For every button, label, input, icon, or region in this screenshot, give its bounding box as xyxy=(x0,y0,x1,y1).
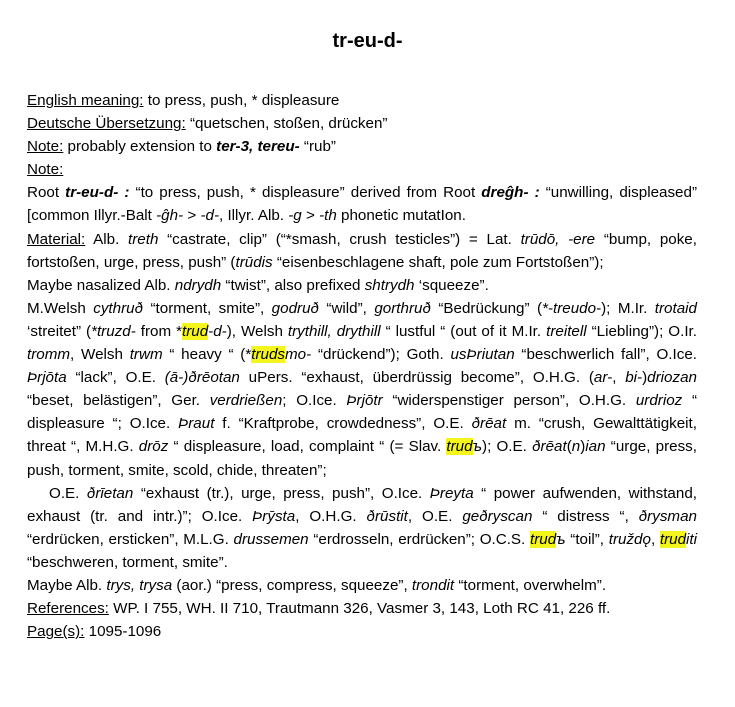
welsh-text: “widerspenstiger person”, O.H.G. xyxy=(382,392,636,410)
maybe-text: Maybe Alb. xyxy=(27,576,107,594)
material-text: “eisenbeschlagene shaft, pole zum Fortstoßen”); xyxy=(272,253,604,271)
maybe-form: ndrydh xyxy=(174,276,222,294)
welsh-text: “wild”, xyxy=(318,299,375,317)
maybe-text: “torment, overwhelm”. xyxy=(454,576,607,594)
welsh-text: f. “Kraftprobe, crowdedness”, O.E. xyxy=(214,415,472,433)
welsh-form: ðrēat xyxy=(532,438,567,456)
root-form: dreĝh- : xyxy=(481,184,540,202)
welsh-form: gorthruð xyxy=(374,299,431,317)
highlighted-trud: trud xyxy=(659,530,687,548)
welsh-form: -d- xyxy=(208,322,227,340)
material-paragraph xyxy=(27,228,697,274)
english-meaning-text: to press, push, * displeasure xyxy=(143,92,340,109)
welsh-form: Þraut xyxy=(178,415,215,433)
welsh-text: ); M.Ir. xyxy=(601,299,655,317)
welsh-text: “lack”, O.E. xyxy=(66,369,165,387)
welsh-form: Þrjōta xyxy=(27,369,67,387)
oe-text: , xyxy=(650,530,660,548)
oe-text: “erdrücken, ersticken”, M.L.G. xyxy=(27,530,234,548)
oe-form: geðryscan xyxy=(462,507,533,525)
oe-text: , O.H.G. xyxy=(295,507,367,525)
note-label: Note: xyxy=(27,138,64,156)
welsh-text: ‘streitet” ( xyxy=(27,322,92,340)
material-text: “castrate, clip” (“*smash, crush testicles”) = Lat. xyxy=(158,230,521,248)
oe-form: Þreyta xyxy=(429,484,474,502)
welsh-form: ðrēat xyxy=(471,415,507,433)
welsh-text: “beset, belästigen”, Ger. xyxy=(27,392,210,410)
root-form-italic: -th xyxy=(319,207,337,225)
highlighted-trud: trud xyxy=(446,438,473,456)
oe-text: “toil”, xyxy=(565,530,609,548)
root-text: phonetic mutatIon. xyxy=(336,207,466,225)
pages-line xyxy=(27,620,697,643)
maybe-text: ‘squeeze”. xyxy=(414,276,489,294)
entry-body xyxy=(27,89,697,643)
oe-form: Þrȳsta xyxy=(252,507,296,525)
welsh-form: treitell xyxy=(546,322,587,340)
root-text: , Illyr. Alb. xyxy=(219,207,289,225)
welsh-text: “Liebling”); O.Ir. xyxy=(586,322,697,340)
welsh-form: ian xyxy=(585,438,606,456)
welsh-form: trwm xyxy=(129,346,163,364)
maybe-form: trys, trysa xyxy=(106,576,173,594)
welsh-text: “ displeasure, load, complaint “ (= Slav. xyxy=(168,438,447,456)
welsh-text: ) xyxy=(580,438,586,456)
root-form-italic: -ĝh- xyxy=(156,207,184,225)
welsh-form: (ā-)ðrēotan xyxy=(164,369,240,387)
root-text: > xyxy=(183,207,201,225)
note-label-2: Note: xyxy=(27,161,64,179)
oe-text: , O.E. xyxy=(407,507,463,525)
welsh-form: verdrießen xyxy=(209,392,283,410)
material-form: treth xyxy=(128,230,159,248)
oe-text: “beschweren, torment, smite”. xyxy=(27,553,228,571)
highlighted-truds: truds xyxy=(251,346,286,364)
english-meaning-line xyxy=(27,89,697,112)
welsh-text: ) xyxy=(642,369,648,387)
welsh-text: from * xyxy=(135,322,182,340)
welsh-form: drōz xyxy=(138,438,169,456)
welsh-form: *-treudo- xyxy=(542,299,602,317)
welsh-text: “torment, smite”, xyxy=(143,299,272,317)
material-form: trūdis xyxy=(235,253,273,271)
maybe-text: Maybe nasalized Alb. xyxy=(27,276,175,294)
root-paragraph xyxy=(27,181,697,227)
material-text: “bump, poke, fortstoßen, urge, press, push” ( xyxy=(27,230,697,271)
note-text-end: “rub” xyxy=(299,138,336,156)
german-translation-line xyxy=(27,112,697,135)
welsh-text: ( xyxy=(566,438,572,456)
material-form: trūdō, -ere xyxy=(520,230,596,248)
welsh-text: “drückend”); Goth. xyxy=(311,346,451,364)
oe-form: ðrysman xyxy=(638,507,697,525)
welsh-form: cythruð xyxy=(93,299,144,317)
oe-text: “erdrosseln, erdrücken”; O.C.S. xyxy=(308,530,530,548)
welsh-form: tromm xyxy=(27,346,71,364)
welsh-form: driozan xyxy=(647,369,697,387)
welsh-form: ar- xyxy=(593,369,613,387)
oe-text: “ distress “, xyxy=(532,507,639,525)
pages-text: 1095-1096 xyxy=(84,623,162,641)
english-meaning-label: English meaning: xyxy=(27,92,144,109)
welsh-form: bi- xyxy=(625,369,643,387)
oe-text: “ power aufwenden, withstand, exhaust (tr. and intr.)”; O.Ice. xyxy=(27,484,697,525)
welsh-form: trotaid xyxy=(654,299,697,317)
references-label: References: xyxy=(27,600,109,618)
material-label: Material: xyxy=(27,230,86,248)
welsh-text: m. “crush, Gewalttätigkeit, threat “, M.H.G. xyxy=(27,415,697,456)
pages-label: Page(s): xyxy=(27,623,85,641)
oe-form: ðrīetan xyxy=(86,484,134,502)
root-text: “to press, push, * displeasure” derived from Root xyxy=(129,184,482,202)
welsh-form: ъ xyxy=(472,438,483,456)
oe-text: “exhaust (tr.), urge, press, push”, O.Ice. xyxy=(133,484,430,502)
welsh-paragraph xyxy=(27,297,697,482)
welsh-text: ); O.E. xyxy=(482,438,533,456)
page-title: tr-eu-d- xyxy=(332,30,403,52)
welsh-text: “Bedrückung” ( xyxy=(430,299,543,317)
note-root: ter-3, tereu- xyxy=(216,138,300,156)
maybe-form: shtrydh xyxy=(364,276,415,294)
references-line xyxy=(27,597,697,620)
welsh-text: M.Welsh xyxy=(27,299,94,317)
highlighted-trud: trud xyxy=(182,322,209,340)
oe-form: truždǫ xyxy=(608,530,651,548)
root-text: “unwilling, displeased” [common Illyr.-Balt xyxy=(27,184,698,225)
welsh-form: *truzd- xyxy=(91,322,136,340)
oe-text: O.E. xyxy=(49,484,87,502)
welsh-form: n xyxy=(571,438,581,456)
german-translation-text: “quetschen, stoßen, drücken” xyxy=(185,115,388,133)
oe-form: drussemen xyxy=(233,530,309,548)
welsh-text: “ displeasure “; O.Ice. xyxy=(27,392,698,433)
root-form-italic: -d- xyxy=(200,207,220,225)
oe-form: iti xyxy=(686,530,697,548)
welsh-text: ), Welsh xyxy=(226,322,288,340)
welsh-text: , Welsh xyxy=(70,346,130,364)
welsh-form: Þrjōtr xyxy=(346,392,383,410)
german-translation-label: Deutsche Übersetzung: xyxy=(27,115,186,133)
maybe-form: trondit xyxy=(411,576,455,594)
welsh-form: usÞriutan xyxy=(450,346,515,364)
note-text: probably extension to xyxy=(63,138,217,156)
root-text: > xyxy=(301,207,320,225)
welsh-form: urdrioz xyxy=(635,392,683,410)
welsh-text: “urge, press, push, torment, smite, scold, chide, threaten”; xyxy=(27,438,697,479)
note-line-2 xyxy=(27,158,697,181)
maybe-text: “twist”, also prefixed xyxy=(221,276,365,294)
root-form: tr-eu-d- : xyxy=(65,184,130,202)
welsh-text: uPers. “exhaust, überdrüssig become”, O.H.G. ( xyxy=(239,369,594,387)
maybe-nasalized-paragraph xyxy=(27,274,697,297)
welsh-text: , xyxy=(612,369,626,387)
welsh-form: trythill, drythill xyxy=(287,322,381,340)
welsh-form: mo- xyxy=(285,346,312,364)
welsh-text: “beschwerlich fall”, O.Ice. xyxy=(514,346,697,364)
old-english-paragraph xyxy=(27,482,697,574)
welsh-text: “ lustful “ (out of it M.Ir. xyxy=(380,322,547,340)
welsh-form: godruð xyxy=(271,299,319,317)
oe-form: ъ xyxy=(556,530,566,548)
welsh-text: ; O.Ice. xyxy=(282,392,347,410)
maybe-alb-paragraph xyxy=(27,574,697,597)
note-line-1 xyxy=(27,135,697,158)
references-text: WP. I 755, WH. II 710, Trautmann 326, Vasmer 3, 143, Loth RC 41, 226 ff. xyxy=(108,600,611,618)
material-text: Alb. xyxy=(85,230,129,248)
welsh-text: “ heavy “ (* xyxy=(162,346,252,364)
root-form-italic: -g xyxy=(288,207,302,225)
oe-form: ðrūstit xyxy=(366,507,408,525)
root-text: Root xyxy=(27,184,66,202)
highlighted-trud: trud xyxy=(529,530,557,548)
maybe-text: (aor.) “press, compress, squeeze”, xyxy=(172,576,412,594)
